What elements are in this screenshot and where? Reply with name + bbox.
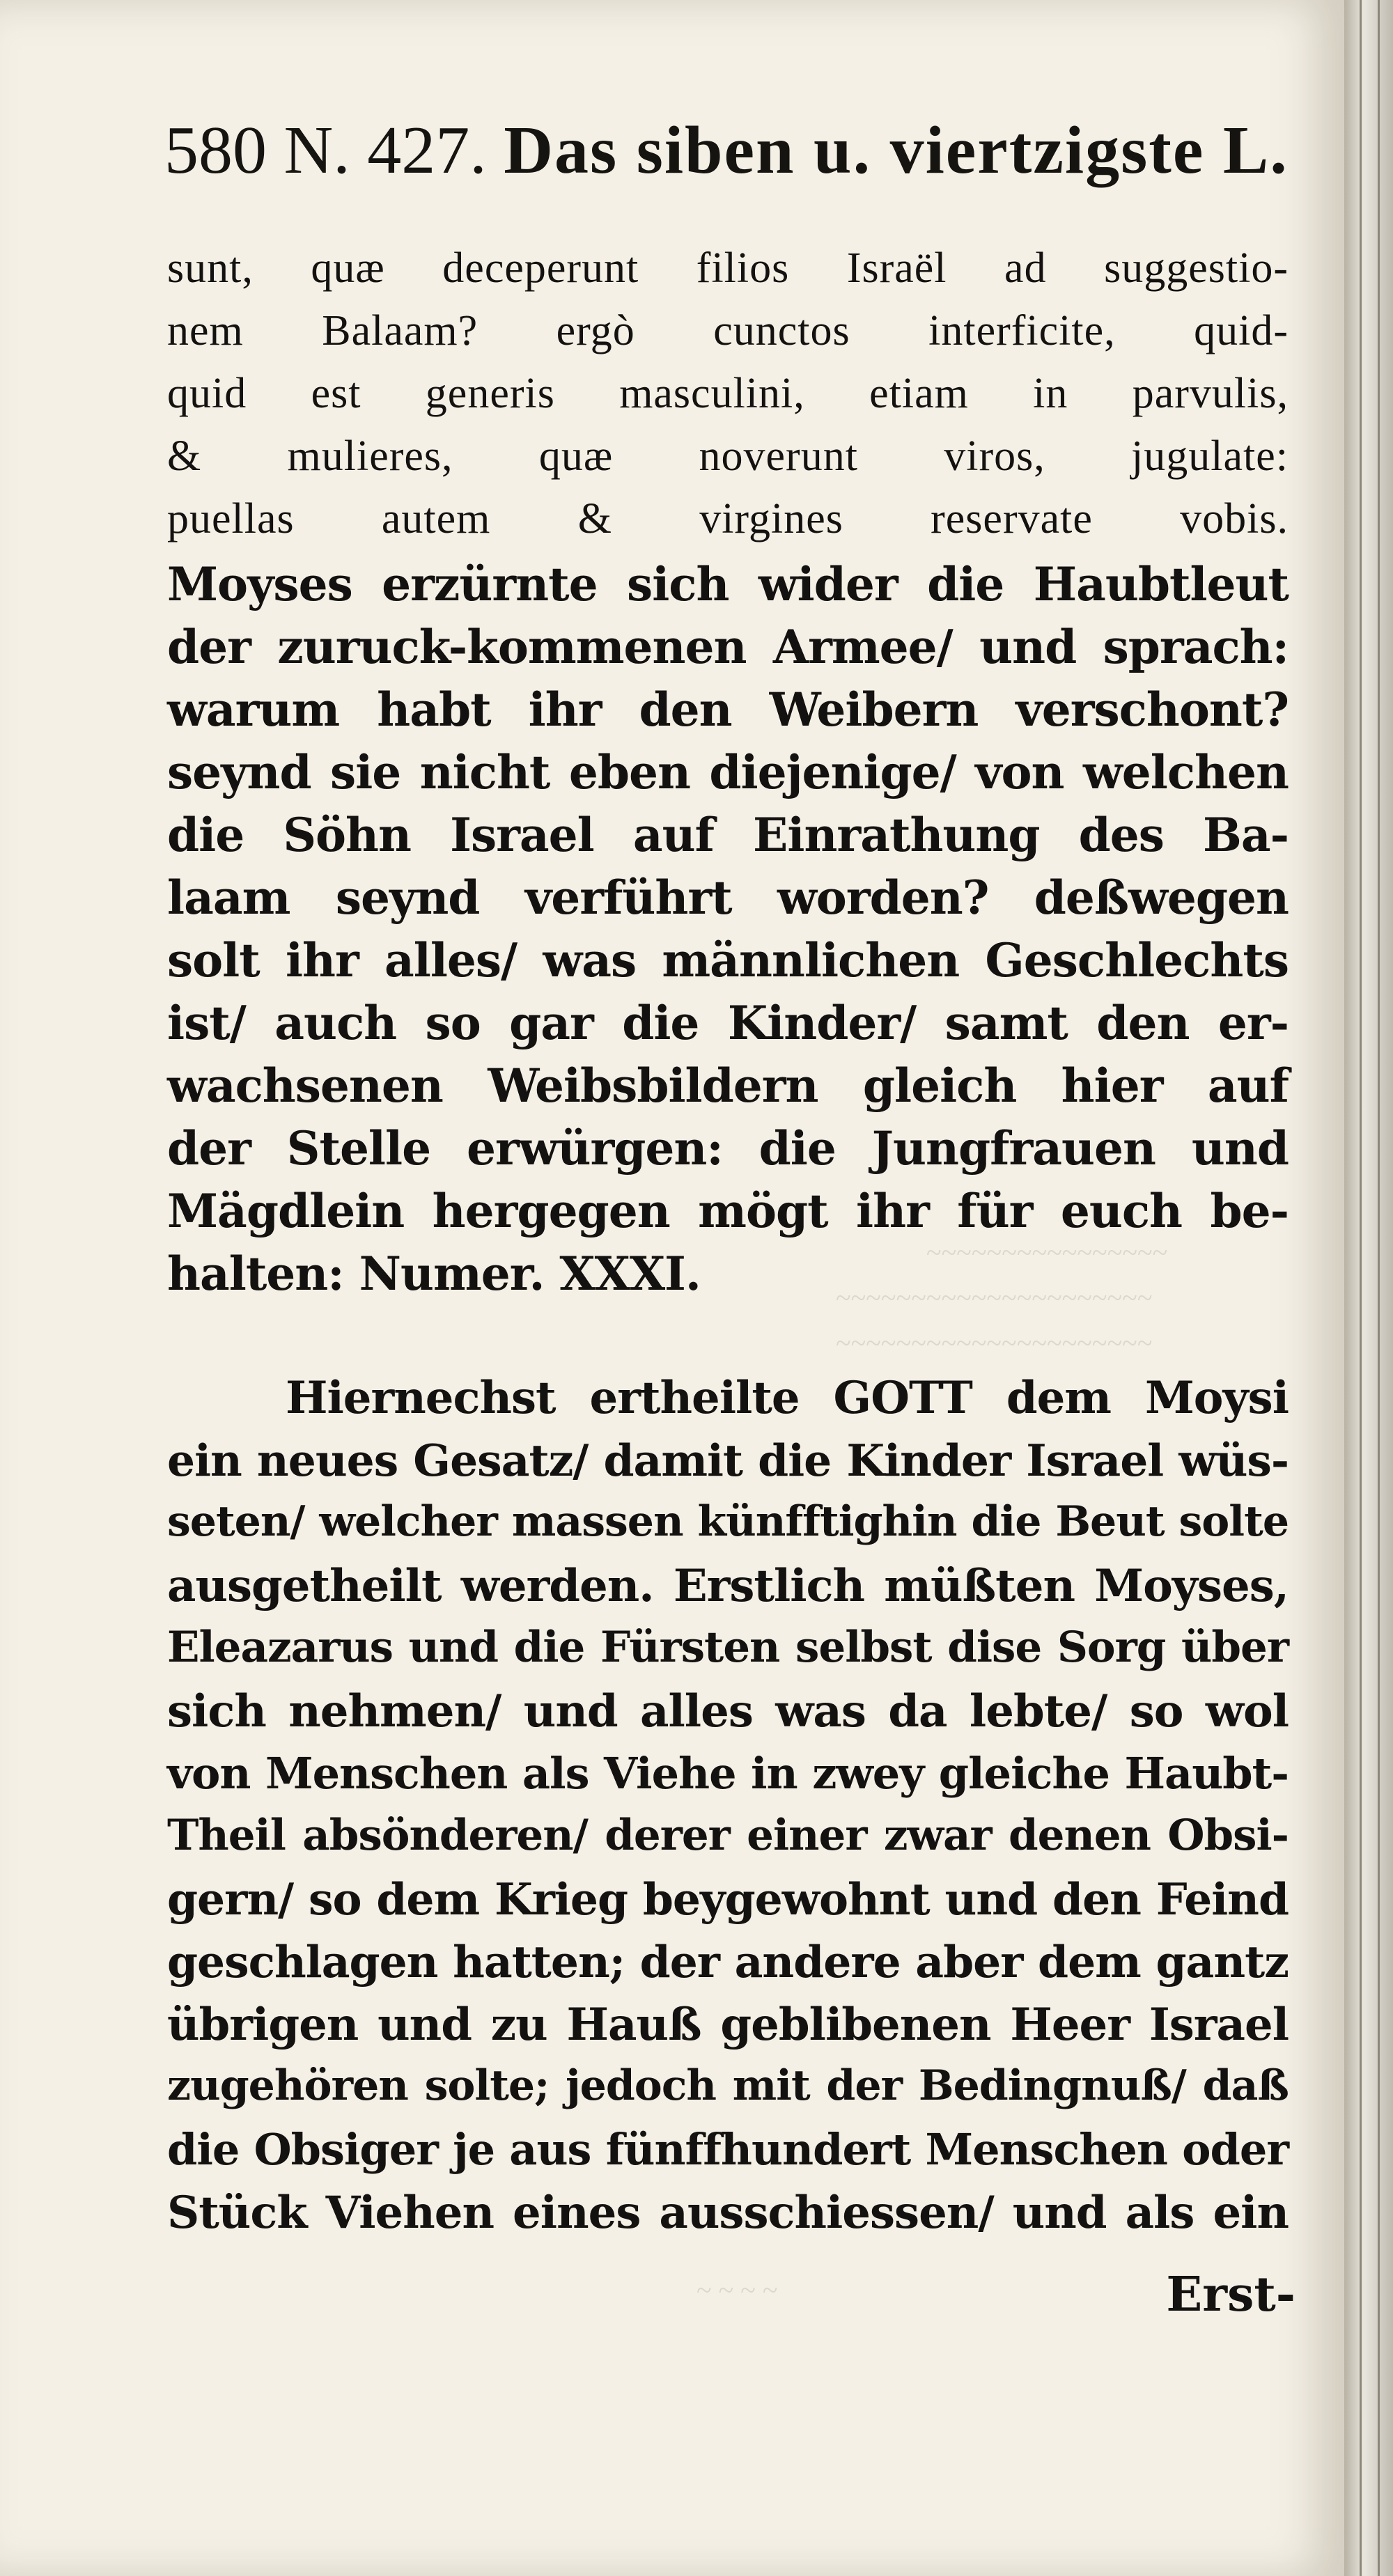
text-line-german: wachsenen Weibsbildern gleich hier auf [167,1059,1289,1113]
text-line-german: die Söhn Israel auf Einrathung des Ba- [167,808,1289,862]
text-line-german: Hiernechst ertheilte GOTT dem Moysi [286,1372,1289,1424]
text-line-german: geschlagen hatten; der andere aber dem gantz [167,1936,1289,1988]
text-line-latin: puellas autem & virgines reservate vobis. [167,495,1289,542]
text-line-german: ausgetheilt werden. Erstlich müßten Moyses, [167,1560,1289,1612]
bleed-through-text: ~ ~ ~ ~ [696,2274,778,2306]
text-line-german: gern/ so dem Krieg beygewohnt und den Feind [167,1873,1289,1925]
text-line-latin: quid est generis masculini, etiam in parvulis, [167,370,1289,417]
text-line-latin: nem Balaam? ergò cunctos interficite, quid- [167,307,1289,354]
text-line-german: ist/ auch so gar die Kinder/ samt den er- [167,996,1289,1050]
text-line-latin: sunt, quæ deceperunt filios Israël ad suggestio- [167,244,1289,292]
bleed-through-text: ~~~~~~~~~~~~~~~~~~~~~ [836,1282,1153,1313]
text-line-german: die Obsiger je aus fünffhundert Menschen oder [167,2124,1289,2175]
page-number: 580 [164,113,267,188]
text-line-german: seten/ welcher massen künfftighin die Beut solte [167,1497,1289,1546]
text-line-german: halten: Numer. XXXI. [167,1247,701,1301]
text-line-german: Stück Viehen eines ausschiessen/ und als ein [167,2187,1289,2239]
text-line-german: laam seynd verführt worden? deßwegen [167,871,1289,925]
text-line-german: Moyses erzürnte sich wider die Haubtleut [167,557,1289,611]
text-line-german: ein neues Gesatz/ damit die Kinder Israel wüs- [167,1435,1289,1486]
chapter-title: Das siben u. viertzigste L. [504,113,1289,188]
text-line-latin: & mulieres, quæ noverunt viros, jugulate: [167,432,1289,480]
section-number: N. 427. [283,113,487,188]
running-header [164,111,1293,209]
text-line-german: von Menschen als Viehe in zwey gleiche Haubt- [167,1748,1289,1799]
catchword: Erst- [1166,2267,1295,2323]
text-line-german: der Stelle erwürgen: die Jungfrauen und [167,1121,1289,1176]
text-line-german: Mägdlein hergegen mögt ihr für euch be- [167,1184,1289,1238]
book-binding [1344,0,1393,2576]
text-line-german: warum habt ihr den Weibern verschont? [167,682,1289,737]
text-line-german: solt ihr alles/ was männlichen Geschlechts [167,933,1289,988]
text-line-german: Theil absönderen/ derer einer zwar denen Obsi- [167,1811,1289,1860]
bleed-through-text: ~~~~~~~~~~~~~~~~ [926,1237,1168,1268]
binding-edge [1378,0,1380,2576]
text-line-german: übrigen und zu Hauß geblibenen Heer Israel [167,1999,1289,2051]
binding-edge [1360,0,1362,2576]
text-line-german: sich nehmen/ und alles was da lebte/ so wol [167,1685,1289,1738]
text-line-german: zugehören solte; jedoch mit der Bedingnuß/ daß [167,2061,1289,2110]
text-line-german: seynd sie nicht eben diejenige/ von welchen [167,745,1289,799]
text-line-german: Eleazarus und die Fürsten selbst dise Sorg über [167,1623,1289,1672]
text-line-german: der zuruck-kommenen Armee/ und sprach: [167,620,1289,674]
bleed-through-text: ~~~~~~~~~~~~~~~~~~~~~ [836,1327,1153,1359]
